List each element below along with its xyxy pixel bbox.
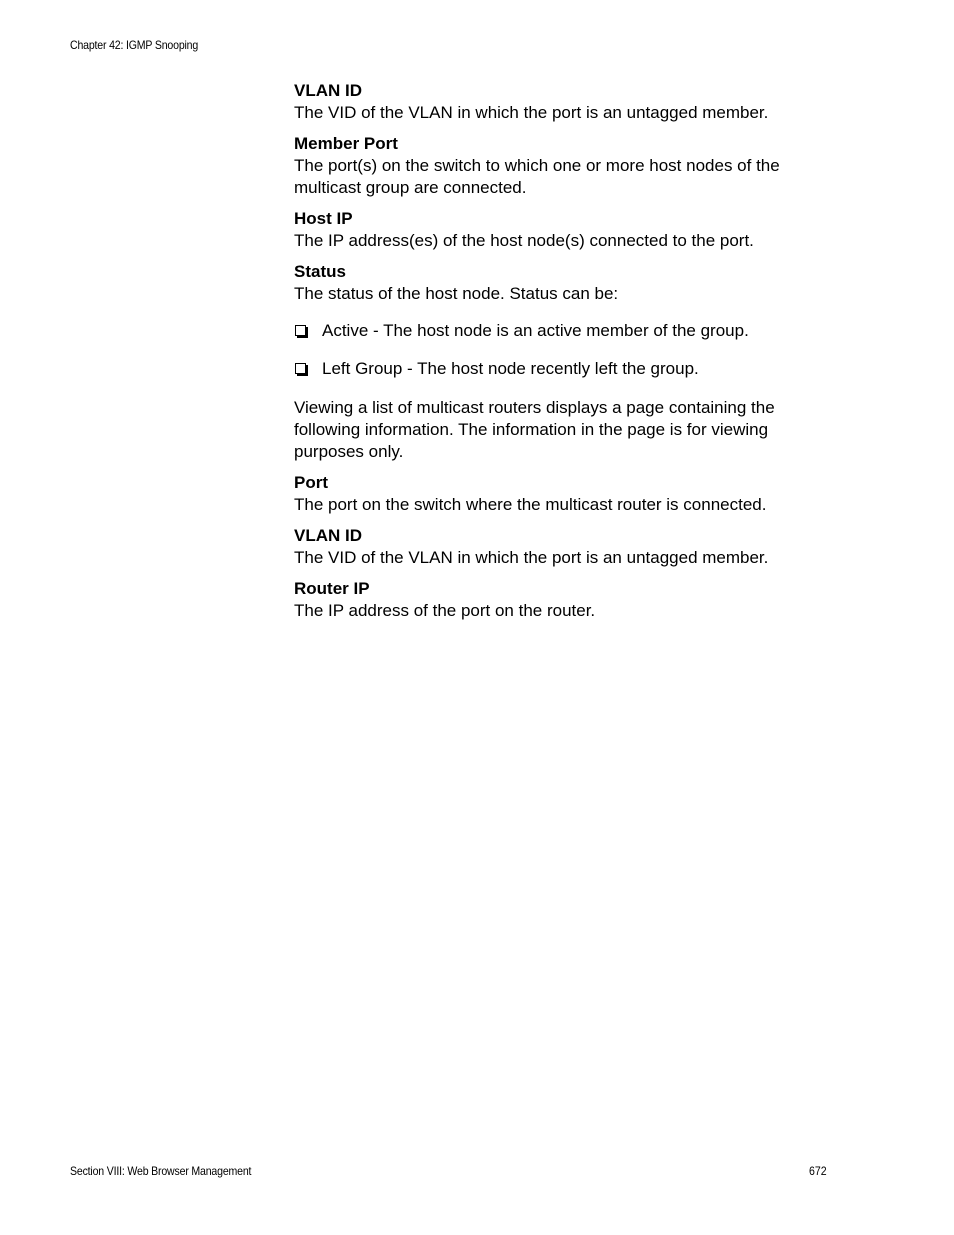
checkbox-bullet-icon — [295, 325, 306, 336]
list-item-text: Left Group - The host node recently left the group. — [322, 359, 699, 378]
term-label: VLAN ID — [294, 526, 362, 545]
list-item — [294, 320, 814, 342]
term-description: The status of the host node. Status can be: — [294, 284, 619, 303]
running-header: Chapter 42: IGMP Snooping — [70, 38, 199, 52]
definition-port — [294, 472, 814, 516]
term-label: Host IP — [294, 209, 353, 228]
term-description: The IP address(es) of the host node(s) connected to the port. — [294, 231, 754, 250]
term-label: Router IP — [294, 579, 370, 598]
definition-router-vlan-id — [294, 525, 814, 569]
term-label: Member Port — [294, 134, 398, 153]
list-item — [294, 358, 814, 380]
list-item-text: Active - The host node is an active member of the group. — [322, 321, 749, 340]
footer-section: Section VIII: Web Browser Management — [70, 1164, 252, 1178]
definition-member-port — [294, 133, 814, 199]
main-content — [294, 80, 814, 631]
term-description: The IP address of the port on the router. — [294, 601, 596, 620]
routers-intro-paragraph: Viewing a list of multicast routers displays a page containing the following information. The information in the page is for viewing purposes only. — [294, 398, 775, 461]
definition-status — [294, 261, 814, 305]
term-description: The port(s) on the switch to which one or more host nodes of the multicast group are connected. — [294, 156, 780, 197]
term-description: The VID of the VLAN in which the port is an untagged member. — [294, 103, 769, 122]
term-label: Status — [294, 262, 346, 281]
status-options-list — [294, 320, 814, 380]
definition-router-ip — [294, 578, 814, 622]
checkbox-bullet-icon — [295, 363, 306, 374]
term-label: VLAN ID — [294, 81, 362, 100]
term-label: Port — [294, 473, 328, 492]
page-number: 672 — [809, 1164, 827, 1178]
definition-vlan-id — [294, 80, 814, 124]
term-description: The port on the switch where the multicast router is connected. — [294, 495, 767, 514]
term-description: The VID of the VLAN in which the port is an untagged member. — [294, 548, 769, 567]
definition-host-ip — [294, 208, 814, 252]
